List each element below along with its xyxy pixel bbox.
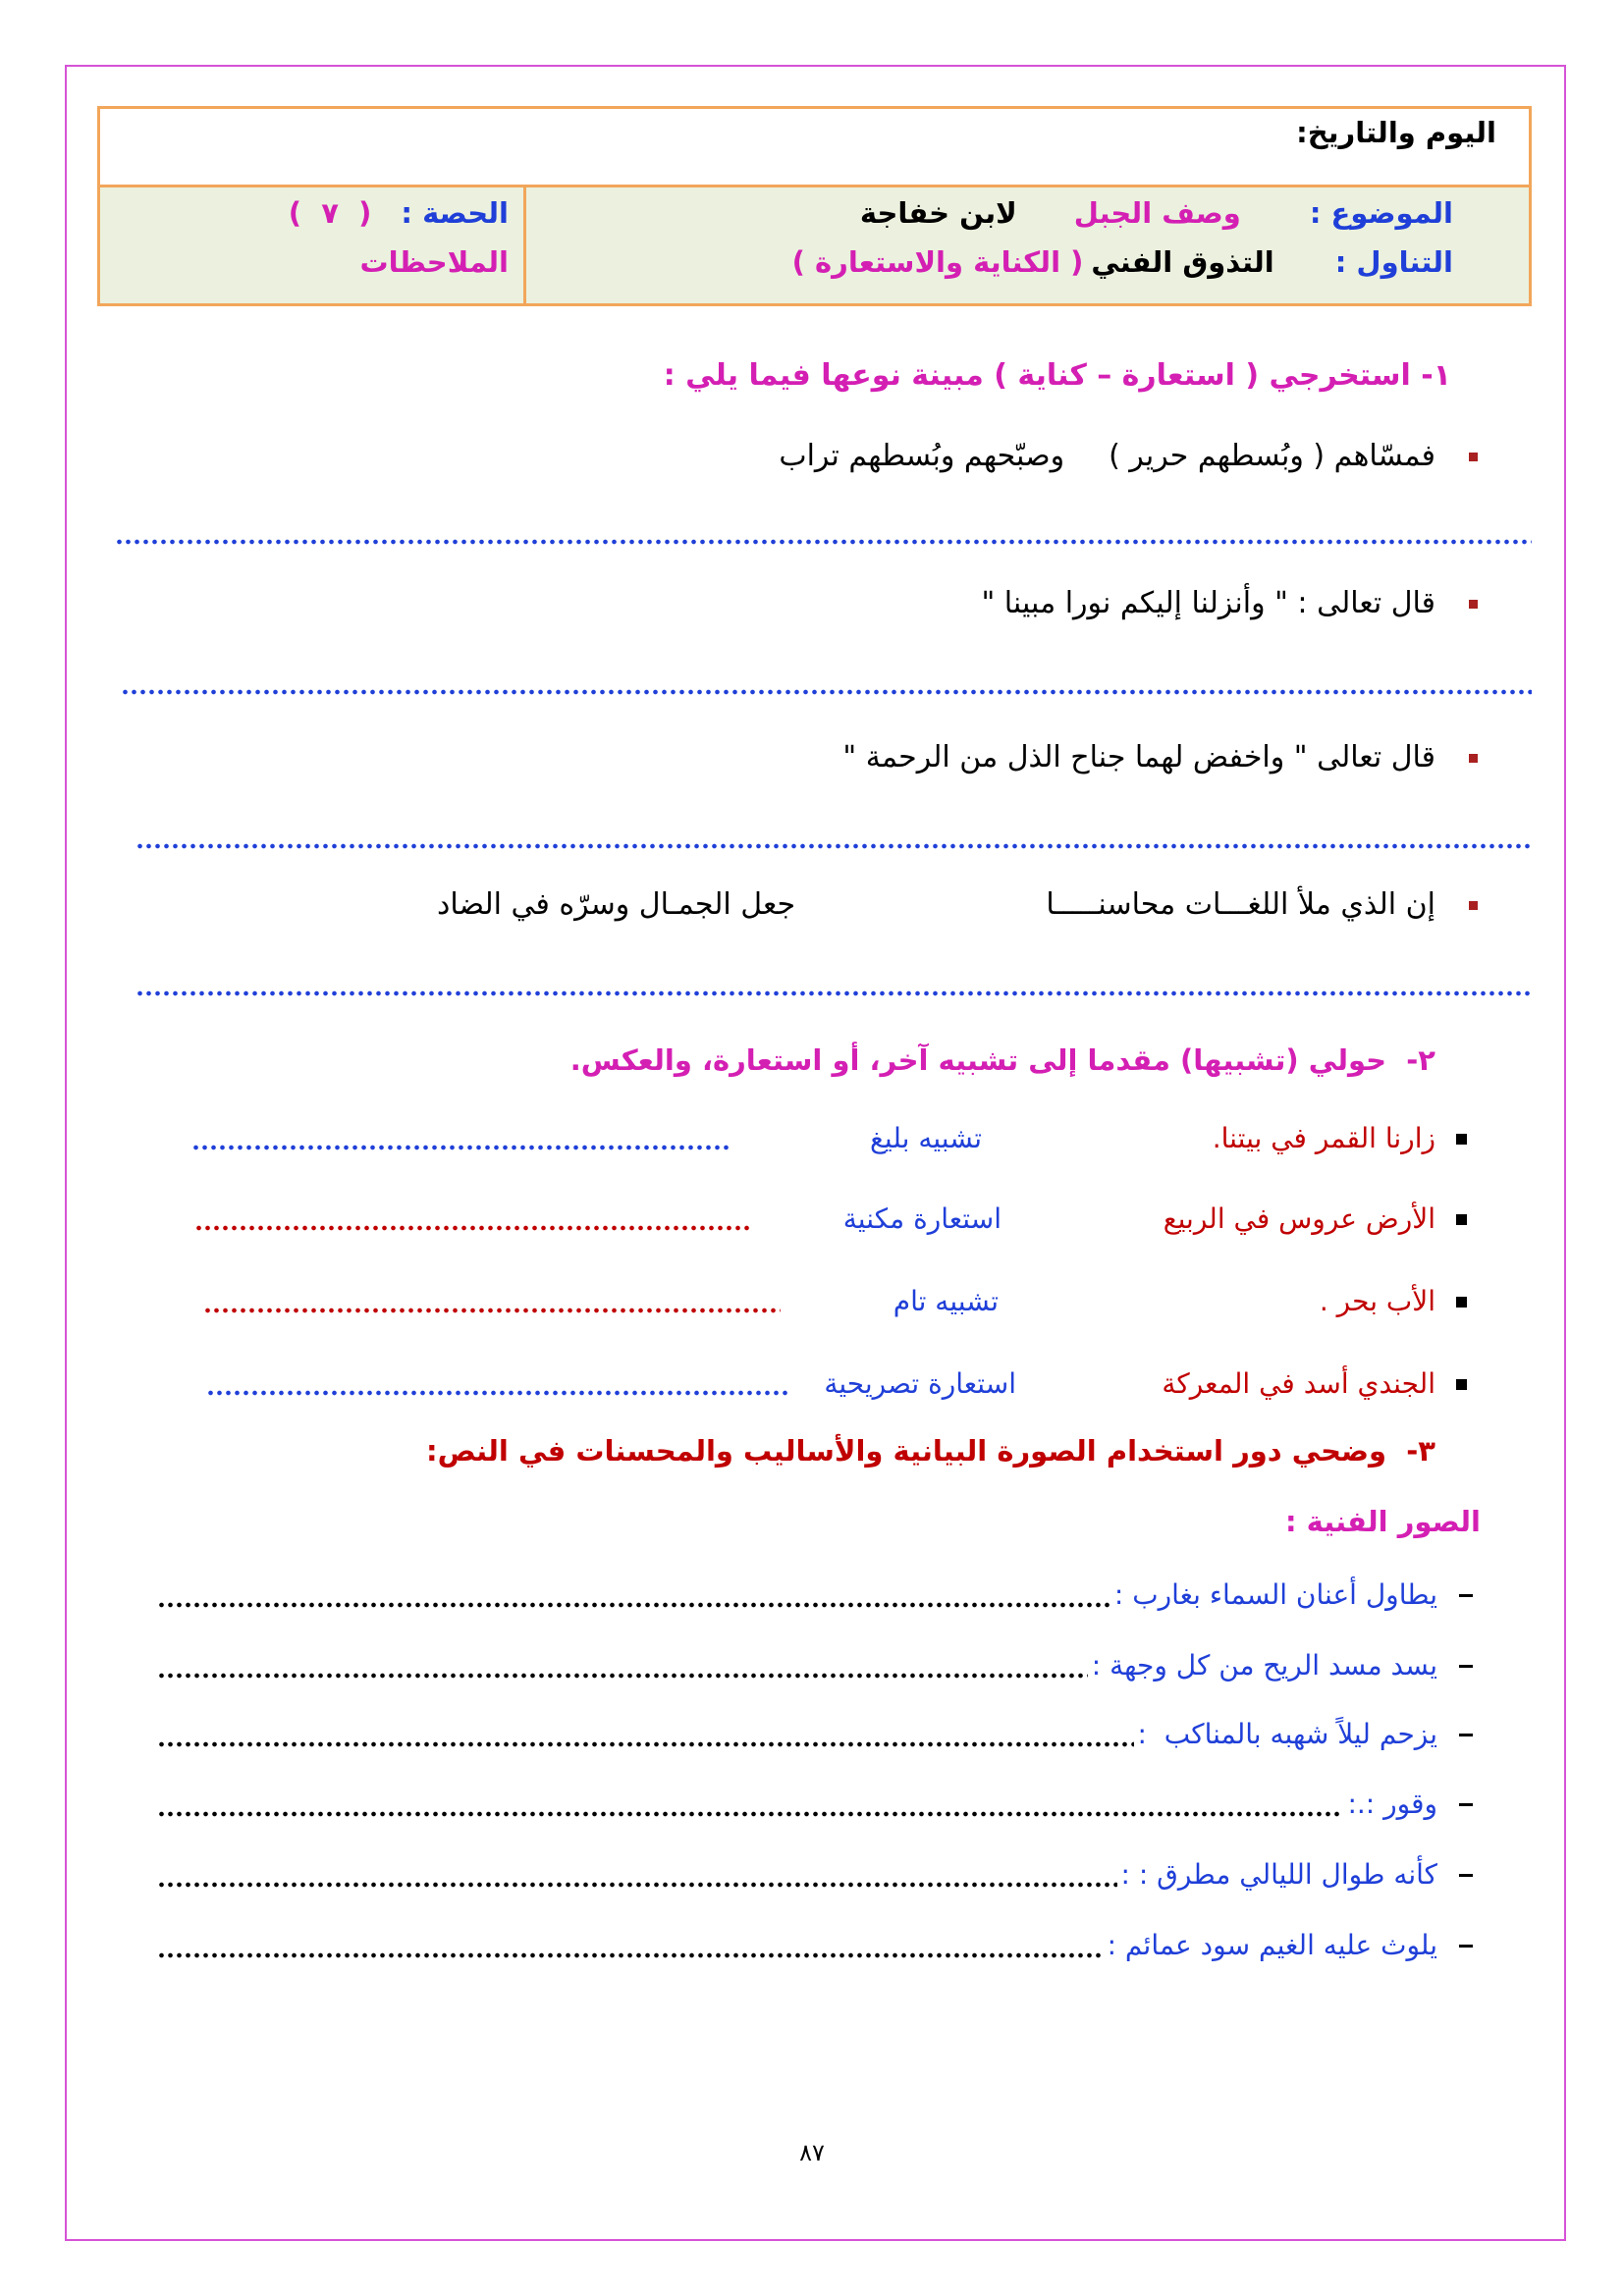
period-label: الحصة : [401, 196, 509, 230]
section2-item [1213, 1119, 1467, 1158]
page-number: ٨٧ [799, 2139, 825, 2166]
answer-line [206, 1390, 787, 1396]
square-bullet-icon [1469, 901, 1478, 910]
answer-line [135, 990, 1532, 996]
notes-label: الملاحظات [359, 245, 509, 279]
answer-line [115, 539, 1532, 545]
section3-item [157, 1785, 1473, 1824]
answer-line [194, 1225, 751, 1231]
section2-item [1164, 1200, 1467, 1239]
square-bullet-icon [1469, 600, 1478, 609]
answer-line [157, 1952, 1104, 1958]
section3-subtitle: الصور الفنية : [1284, 1505, 1481, 1538]
period-value: ( ٧ ) [288, 196, 372, 230]
section2-item [1162, 1364, 1467, 1404]
image-phrase: يسد مسد الريح من كل وجهة : [1091, 1649, 1437, 1682]
section1-item [779, 437, 1478, 476]
image-phrase: يزحم ليلاً شهبه بالمناكب : [1137, 1718, 1437, 1750]
section1-item [981, 584, 1478, 623]
item-type: تشبيه تام [893, 1285, 999, 1317]
period-line [289, 193, 509, 233]
dash-bullet-icon [1459, 1734, 1473, 1736]
item-sentence: زارنا القمر في بيتنا. [1212, 1122, 1435, 1154]
answer-line [157, 1602, 1110, 1608]
section2-title: ٢- حولي (تشبيها) مقدما إلى تشبيه آخر، أو استعارة، والعكس. [569, 1043, 1435, 1077]
image-phrase: يلوث عليه الغيم سود عمائم : [1107, 1929, 1437, 1961]
date-label: اليوم والتاريخ: [1296, 116, 1496, 149]
verse-first-half: إن الذي ملأ اللغـــات محاسنـــــا [1046, 887, 1435, 922]
approach-label: التناول : [1334, 245, 1453, 279]
section1-item [842, 738, 1478, 777]
topic-author: لابن خفاجة [859, 196, 1017, 230]
section2-item [1320, 1282, 1467, 1321]
answer-line [203, 1308, 781, 1313]
topic-value: وصف الجبل [1073, 196, 1241, 230]
answer-line [191, 1145, 729, 1150]
verse-second-half: جعل الجمـال وسرّه في الضاد [436, 887, 795, 922]
section1-title: ١- استخرجي ( استعارة – كناية ) مبينة نوعها فيما يلي : [663, 358, 1451, 393]
topic-line [860, 193, 1453, 233]
image-phrase: وقور :.: [1347, 1788, 1437, 1820]
square-bullet-icon [1469, 453, 1478, 461]
approach-line [792, 242, 1453, 282]
answer-line [157, 1673, 1088, 1679]
answer-line [121, 689, 1532, 695]
item-type: استعارة تصريحية [824, 1367, 1016, 1400]
answer-line [157, 1882, 1117, 1888]
section3-item [157, 1855, 1473, 1895]
square-bullet-icon [1456, 1297, 1467, 1308]
dash-bullet-icon [1459, 1803, 1473, 1806]
item-type: تشبيه بليغ [870, 1122, 982, 1154]
section3-title: ٣- وضحي دور استخدام الصورة البيانية والأساليب والمحسنات في النص: [426, 1434, 1435, 1468]
verse-first-half: فمسّاهم ( وبُسطهم حرير ) [1109, 439, 1435, 473]
dash-bullet-icon [1459, 1945, 1473, 1948]
square-bullet-icon [1469, 754, 1478, 763]
approach-detail: ( الكناية والاستعارة ) [791, 245, 1084, 279]
section3-item [157, 1926, 1473, 1965]
image-phrase: كأنه طوال الليالي مطرق : : [1120, 1858, 1437, 1891]
image-phrase: يطاول أعنان السماء بغارب : [1113, 1578, 1437, 1611]
dash-bullet-icon [1459, 1665, 1473, 1668]
dash-bullet-icon [1459, 1594, 1473, 1597]
quran-quote: قال تعالى : " وأنزلنا إليكم نورا مبينا " [981, 586, 1435, 620]
quran-quote: قال تعالى " واخفض لهما جناح الذل من الرحمة " [842, 740, 1435, 774]
section3-item [157, 1715, 1473, 1754]
square-bullet-icon [1456, 1214, 1467, 1225]
item-sentence: الأب بحر . [1319, 1285, 1435, 1317]
square-bullet-icon [1456, 1134, 1467, 1145]
section3-item [157, 1646, 1473, 1685]
item-sentence: الجندي أسد في المعركة [1162, 1367, 1435, 1400]
section3-item [157, 1575, 1473, 1615]
item-sentence: الأرض عروس في الربيع [1163, 1202, 1435, 1235]
answer-line [157, 1741, 1134, 1747]
answer-line [135, 843, 1532, 849]
item-type: استعارة مكنية [842, 1202, 1001, 1235]
verse-second-half: وصبّحهم وبُسطهم تراب [779, 439, 1065, 473]
topic-label: الموضوع : [1309, 196, 1453, 230]
dash-bullet-icon [1459, 1874, 1473, 1877]
approach-value: التذوق الفني [1091, 245, 1274, 279]
answer-line [157, 1811, 1343, 1817]
section1-item [1046, 885, 1478, 925]
square-bullet-icon [1456, 1379, 1467, 1390]
header-divider [523, 187, 526, 303]
